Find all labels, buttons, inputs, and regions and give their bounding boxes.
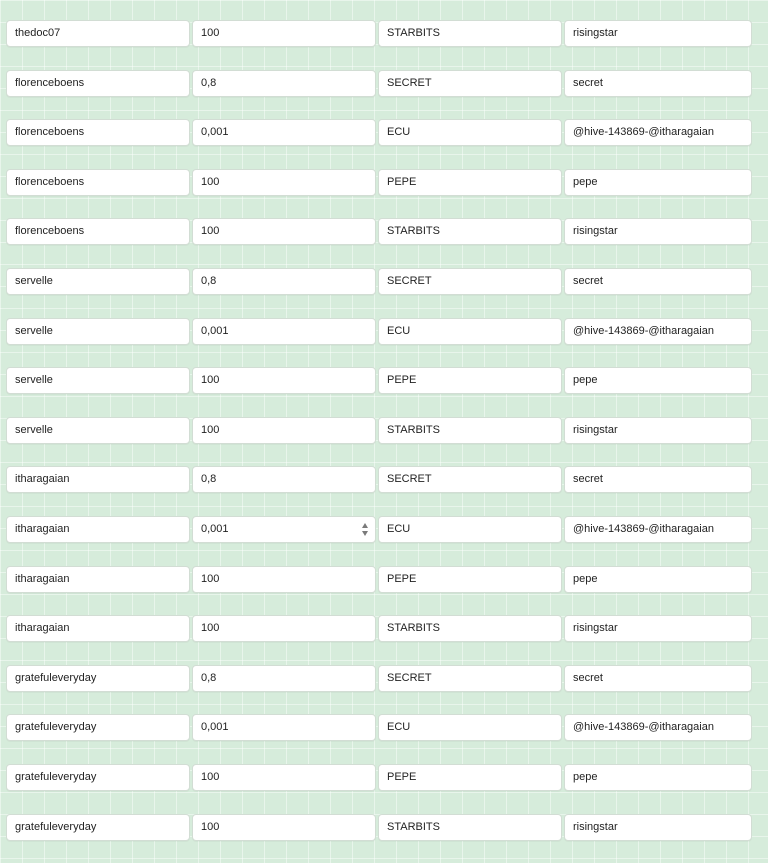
memo-field[interactable]: secret [564, 466, 752, 493]
memo-field[interactable]: pepe [564, 566, 752, 593]
amount-value: 100 [201, 821, 219, 833]
username-field[interactable]: servelle [6, 268, 190, 295]
token-field[interactable]: STARBITS [378, 814, 562, 841]
memo-field[interactable]: @hive-143869-@itharagaian [564, 119, 752, 146]
table-row [0, 268, 768, 318]
amount-field[interactable] [192, 814, 376, 841]
amount-field[interactable] [192, 20, 376, 47]
amount-value: 0,001 [201, 325, 229, 337]
memo-field[interactable]: pepe [564, 764, 752, 791]
amount-value: 100 [201, 622, 219, 634]
amount-field[interactable] [192, 70, 376, 97]
username-field[interactable]: itharagaian [6, 466, 190, 493]
transfer-rows [0, 20, 768, 863]
table-row [0, 169, 768, 219]
amount-field[interactable] [192, 466, 376, 493]
amount-value: 100 [201, 424, 219, 436]
token-field[interactable]: ECU [378, 516, 562, 543]
amount-value: 0,8 [201, 672, 216, 684]
memo-field[interactable]: risingstar [564, 417, 752, 444]
username-field[interactable]: servelle [6, 417, 190, 444]
table-row [0, 20, 768, 70]
username-field[interactable]: servelle [6, 367, 190, 394]
amount-value: 100 [201, 27, 219, 39]
table-row [0, 417, 768, 467]
token-field[interactable]: SECRET [378, 466, 562, 493]
memo-field[interactable]: risingstar [564, 218, 752, 245]
token-field[interactable]: ECU [378, 119, 562, 146]
token-field[interactable]: PEPE [378, 367, 562, 394]
amount-value: 0,001 [201, 126, 229, 138]
amount-value: 0,001 [201, 523, 229, 535]
token-field[interactable]: STARBITS [378, 417, 562, 444]
username-field[interactable]: florenceboens [6, 119, 190, 146]
number-spinner-icon[interactable] [361, 523, 369, 536]
token-field[interactable]: SECRET [378, 665, 562, 692]
username-field[interactable]: thedoc07 [6, 20, 190, 47]
token-field[interactable]: PEPE [378, 169, 562, 196]
username-field[interactable]: itharagaian [6, 516, 190, 543]
amount-value: 0,001 [201, 721, 229, 733]
amount-field[interactable] [192, 615, 376, 642]
token-field[interactable]: STARBITS [378, 615, 562, 642]
amount-field[interactable] [192, 318, 376, 345]
memo-field[interactable]: risingstar [564, 814, 752, 841]
amount-value: 100 [201, 573, 219, 585]
token-field[interactable]: SECRET [378, 268, 562, 295]
amount-value: 0,8 [201, 473, 216, 485]
token-field[interactable]: STARBITS [378, 218, 562, 245]
username-field[interactable]: gratefuleveryday [6, 814, 190, 841]
token-field[interactable]: PEPE [378, 764, 562, 791]
username-field[interactable]: florenceboens [6, 169, 190, 196]
memo-field[interactable]: risingstar [564, 615, 752, 642]
amount-value: 0,8 [201, 275, 216, 287]
amount-field[interactable] [192, 764, 376, 791]
spinner-up-icon[interactable] [362, 523, 368, 528]
table-row [0, 318, 768, 368]
memo-field[interactable]: @hive-143869-@itharagaian [564, 516, 752, 543]
table-row [0, 764, 768, 814]
username-field[interactable]: florenceboens [6, 218, 190, 245]
spinner-down-icon[interactable] [362, 531, 368, 536]
table-row [0, 615, 768, 665]
amount-field[interactable] [192, 169, 376, 196]
token-field[interactable]: ECU [378, 318, 562, 345]
table-row [0, 218, 768, 268]
username-field[interactable]: gratefuleveryday [6, 665, 190, 692]
username-field[interactable]: itharagaian [6, 566, 190, 593]
amount-value: 0,8 [201, 77, 216, 89]
amount-field[interactable] [192, 367, 376, 394]
memo-field[interactable]: risingstar [564, 20, 752, 47]
amount-field[interactable] [192, 268, 376, 295]
memo-field[interactable]: pepe [564, 169, 752, 196]
memo-field[interactable]: secret [564, 70, 752, 97]
table-row [0, 367, 768, 417]
amount-field[interactable] [192, 566, 376, 593]
memo-field[interactable]: @hive-143869-@itharagaian [564, 714, 752, 741]
token-field[interactable]: SECRET [378, 70, 562, 97]
amount-value: 100 [201, 176, 219, 188]
table-row [0, 714, 768, 764]
memo-field[interactable]: secret [564, 268, 752, 295]
table-row [0, 665, 768, 715]
username-field[interactable]: servelle [6, 318, 190, 345]
amount-field[interactable] [192, 516, 376, 543]
amount-value: 100 [201, 771, 219, 783]
username-field[interactable]: gratefuleveryday [6, 714, 190, 741]
table-row [0, 119, 768, 169]
table-row [0, 70, 768, 120]
amount-field[interactable] [192, 119, 376, 146]
amount-field[interactable] [192, 665, 376, 692]
username-field[interactable]: itharagaian [6, 615, 190, 642]
username-field[interactable]: florenceboens [6, 70, 190, 97]
table-row [0, 516, 768, 566]
amount-field[interactable] [192, 714, 376, 741]
memo-field[interactable]: secret [564, 665, 752, 692]
token-field[interactable]: ECU [378, 714, 562, 741]
amount-value: 100 [201, 374, 219, 386]
amount-field[interactable] [192, 417, 376, 444]
token-field[interactable]: PEPE [378, 566, 562, 593]
memo-field[interactable]: pepe [564, 367, 752, 394]
amount-field[interactable] [192, 218, 376, 245]
memo-field[interactable]: @hive-143869-@itharagaian [564, 318, 752, 345]
table-row [0, 466, 768, 516]
token-field[interactable]: STARBITS [378, 20, 562, 47]
username-field[interactable]: gratefuleveryday [6, 764, 190, 791]
table-row [0, 814, 768, 863]
table-row [0, 566, 768, 616]
amount-value: 100 [201, 225, 219, 237]
